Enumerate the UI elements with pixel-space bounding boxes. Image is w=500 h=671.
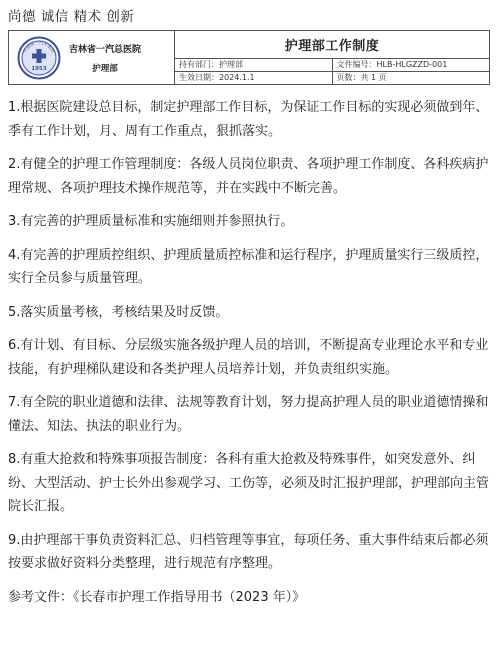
- logo-top-text: 中国第一汽车集团: [22, 39, 56, 53]
- reference-document: 参考文件：《长春市护理工作指导用书（2023 年）》: [8, 589, 306, 605]
- file-number: 文件编号：HLB-HLGZZD-001: [332, 59, 490, 72]
- hospital-logo: [17, 36, 61, 80]
- regulation-item-3: 3.有完善的护理质量标准和实施细则并参照执行。: [8, 214, 294, 229]
- motto: 尚德 诚信 精术 创新: [8, 9, 135, 25]
- regulation-item-6: 6.有计划、有目标、分层级实施各级护理人员的培训，不断提高专业理论水平和专业技能，有护理梯队建设和各类护理人员培养计划，并负责组织实施。: [8, 338, 489, 377]
- holder-department: 持有部门：护理部: [175, 59, 333, 72]
- hospital-name: 吉林省一汽总医院: [69, 44, 142, 55]
- regulation-item-9: 9.由护理部干事负责资料汇总、归档管理等事宜，每项任务、重大事件结束后都必须按要求做好资料分类整理，进行规范有序整理。: [8, 532, 489, 571]
- regulation-item-7: 7.有全院的职业道德和法律、法规等教育计划，努力提高护理人员的职业道德情操和懂法、知法、执法的职业行为。: [8, 395, 489, 434]
- document-title: 护理部工作制度: [175, 31, 490, 59]
- effective-date: 生效日期：2024.1.1: [175, 72, 333, 85]
- regulation-content: [8, 96, 492, 619]
- document-header-table: [8, 30, 490, 85]
- regulation-item-4: 4.有完善的护理质控组织、护理质量质控标准和运行程序，护理质量实行三级质控，实行全员参与质量管理。: [8, 247, 489, 286]
- regulation-item-2: 2.有健全的护理工作管理制度：各级人员岗位职责、各项护理工作制度、各科疾病护理常规、各项护理技术操作规范等，并在实践中不断完善。: [8, 157, 489, 196]
- regulation-item-5: 5.落实质量考核，考核结果及时反馈。: [8, 304, 229, 320]
- hospital-branding-cell: [9, 31, 175, 85]
- department-name: 护理部: [92, 63, 118, 74]
- page-count: 页数：共 1 页: [332, 72, 490, 85]
- regulation-item-1: 1.根据医院建设总目标，制定护理部工作目标，为保证工作目标的实现必须做到年、季有工作计划，月、周有工作重点，狠抓落实。: [8, 100, 489, 139]
- regulation-item-8: 8.有重大抢救和特殊事项报告制度：各科有重大抢救及特殊事件，如突发意外、纠纷、大型活动、护士长外出参观学习、工伤等，必须及时汇报护理部，护理部向主管院长汇报。: [8, 452, 490, 514]
- logo-year: 1953: [31, 65, 47, 72]
